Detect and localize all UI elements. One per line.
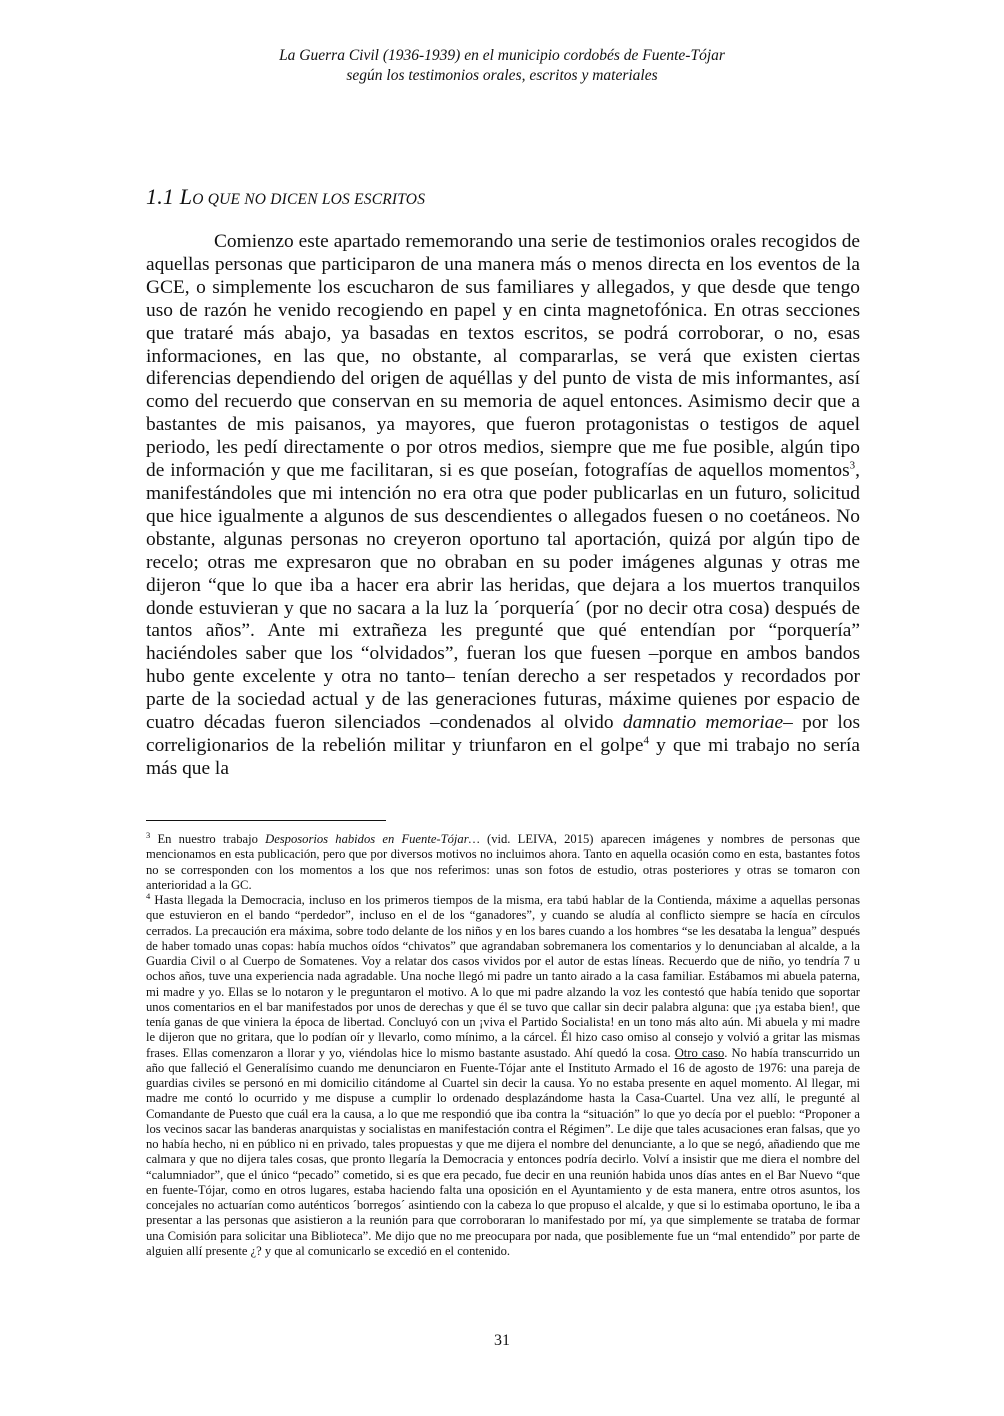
page-number: 31 [494, 1332, 510, 1349]
body-text-part-c: – por los correligionarios de la rebelión militar y triunfaron en el golpe [146, 712, 860, 756]
footnote-4-underlined: Otro caso [674, 1045, 725, 1060]
body-text-part-d: y que mi trabajo no sería más que la [146, 734, 860, 779]
running-header [0, 46, 1004, 86]
footnote-4-number: 4 [146, 890, 151, 901]
section-heading-smallcaps: O QUE NO DICEN LOS ESCRITOS [192, 191, 426, 208]
footnote-4 [146, 890, 860, 1259]
header-line-2: según los testimonios orales, escritos y materiales [346, 67, 658, 84]
footnote-3-number: 3 [146, 829, 151, 840]
header-line-1: La Guerra Civil (1936-1939) en el municipio cordobés de Fuente-Tójar [279, 47, 725, 64]
footnote-3-text-a: En nuestro trabajo [150, 832, 266, 846]
section-heading [146, 184, 425, 210]
section-heading-initial: 1.1 L [146, 184, 193, 209]
body-text [146, 231, 860, 781]
footnote-reference-4[interactable]: 4 [643, 734, 649, 747]
footnote-3-italic-title: Desposorios habidos en Fuente-Tójar… [265, 832, 480, 846]
body-text-italic: damnatio memoriae [622, 712, 784, 734]
body-paragraph [146, 231, 860, 781]
body-text-part-a: Comienzo este apartado rememorando una serie de testimonios orales recogidos de aquellas personas que participaron de una manera más o menos directa en los eventos de la GCE, o simplemente los escucharon de sus familiares y allegados, y que desde que tengo uso de razón he venido recogiendo en papel y en cinta magnetofónica. En otras secciones que trataré más abajo, ya basadas en textos escritos, se podrá corroborar, o no, esas informaciones, en las que, no obstante, al compararlas, se verá que existen ciertas diferencias dependiendo del origen de aquéllas y del punto de vista de mis informantes, así como del recuerdo que conservan en su memoria de aquel entonces. Asimismo decir que a bastantes de mis paisanos, ya mayores, que fueron protagonistas o testigos de aquel periodo, les pedí directamente o por otros medios, siempre que me fue posible, algún tipo de información y que me facilitaran, si es que poseían, fotografías de aquellos momentos [146, 231, 860, 482]
body-text-part-b: , manifestándoles que mi intención no era otra que poder publicarlas en un futuro, solicitud que hice igualmente a algunos de sus descendientes o allegados fuesen o no coetáneos. No obstante, algunas personas no creyeron oportuno tal aportación, quizá por algún tipo de recelo; otras me expresaron que no obraban en su poder imágenes algunas y otras me dijeron “que lo que iba a hacer era abrir las heridas, que dejara a los muertos tranquilos donde estuvieran y que no sacara a la luz la ´porquería´ (por no decir otra cosa) después de tantos años”. Ante mi extrañeza les pregunté que qué entendían por “porquería” haciéndoles saber que los “olvidados”, fueran los que fuesen –porque en ambos bandos hubo gente excelente y otra no tanto– tenían derecho a ser respetados y recordados por parte de la sociedad actual y de las generaciones futuras, máxime quienes por espacio de cuatro décadas fueron silenciados –condenados al olvido [146, 460, 860, 734]
footnote-separator [146, 820, 386, 821]
footnotes [146, 829, 861, 1259]
footnote-4-text-b: . No había transcurrido un año que falleció el Generalísimo cuando me denunciaron en Fuente-Tójar ante el Instituto Armado el 16 de agosto de 1976: una pareja de guardias civiles se personó en mi domicilio citándome al Cuartel sin decir la causa. Yo no estaba presente en aquel momento. Al llegar, mi madre me contó lo ocurrido y me dispuse a cumplir lo ordenado desplazándome hasta la Casa-Cuartel. Una vez allí, le pregunté al Comandante de Puesto que cuál era la causa, a lo que me respondió que iba contra la “situación” lo que yo decía por el pueblo: “Proponer a los vecinos sacar las banderas anarquistas y socialistas en manifestación contra el Régimen”. Le dije que tales acusaciones eran falsas, que yo no había hecho, ni en público ni en privado, tales propuestas y que me dijera el nombre del denunciante, a lo que se negó, añadiendo que me calmara y que no dijera tales cosas, que pronto llegaría la Democracia y entonces podría decirlo. Volví a insistir que me diera el nombre del “calumniador”, que el único “pecado” cometido, si es que era pecado, fue decir en una reunión habida unos días antes en el Bar Nuevo “que en fuente-Tójar, como en otros lugares, estaba haciendo falta una oposición en el Ayuntamiento y de esta manera, entre otros asuntos, los concejales no actuarían como auténticos ´borregos´ asintiendo con la cabeza lo que propuso el alcalde, y que si lo estimaba oportuno, le iba a presentar a las personas que asistieron a la reunión para que corroboraran lo manifestado por mí, ya que simplemente se trataba de formar una Comisión para solicitar una Biblioteca”. Me dijo que no me preocupara por nada, que posiblemente fue un “mal entendido” por parte de alguien allí presente ¿? y que al comunicarlo se excedió en el contenido. [146, 1045, 860, 1258]
footnote-3 [146, 829, 861, 893]
footnote-4-text-a: Hasta llegada la Democracia, incluso en los primeros tiempos de la misma, era tabú hablar de la Contienda, máxime a aquellas personas que estuvieron en el bando “perdedor”, incluso en el de los “ganadores”, y cuando se aludía al conflicto siempre se hacía en círculos cerrados. La precaución era máxima, sobre todo delante de los niños y en los bares cuando a los hombres “se les desataba la lengua” después de haber tomado unas copas: había muchos oídos “chivatos” que agrandaban sobremanera los comentarios y lo denunciaban al alcalde, a la Guardia Civil o al Cuerpo de Somatenes. Voy a relatar dos casos vividos por el autor de estas líneas. Recuerdo que de niño, yo tendría 7 u ochos años, tuve una experiencia nada agradable. Una noche llegó mi padre un tanto airado a la casa familiar. Estábamos mi abuela paterna, mi madre y yo. Ellas se lo notaron y le preguntaron el motivo. A lo que mi padre alzando la voz les contestó que había tenido que soportar unos comentarios en el bar manifestados por unos de derechas y que él se tuvo que callar sin decir palabra alguna: que ¡ya estaba bien!, que tenía ganas de que viniera la época de libertad. Concluyó con un ¡viva el Partido Socialista! en un tono más alto aún. Mi abuela y mi madre le dijeron que no gritara, que lo podían oír y llevarlo, como mínimo, a la cárcel. Él hizo caso omiso al consejo y volvió a gritar las mismas frases. Ellas comenzaron a llorar y yo, viéndolas hice lo mismo bastante asustado. Ahí quedó la cosa. [146, 893, 860, 1060]
footnote-reference-3[interactable]: 3 [849, 459, 856, 472]
footnote-3-text-b: (vid. LEIVA, 2015) aparecen imágenes y nombres de personas que mencionamos en esta publicación, pero que por diversos motivos no incluimos ahora. Tanto en aquella ocasión como en esta, bastantes fotos no se corresponden con los momentos a los que nos referimos: unas son fotos de estudio, otras posteriores y otras se tomaron con anterioridad a la GC. [146, 832, 861, 892]
